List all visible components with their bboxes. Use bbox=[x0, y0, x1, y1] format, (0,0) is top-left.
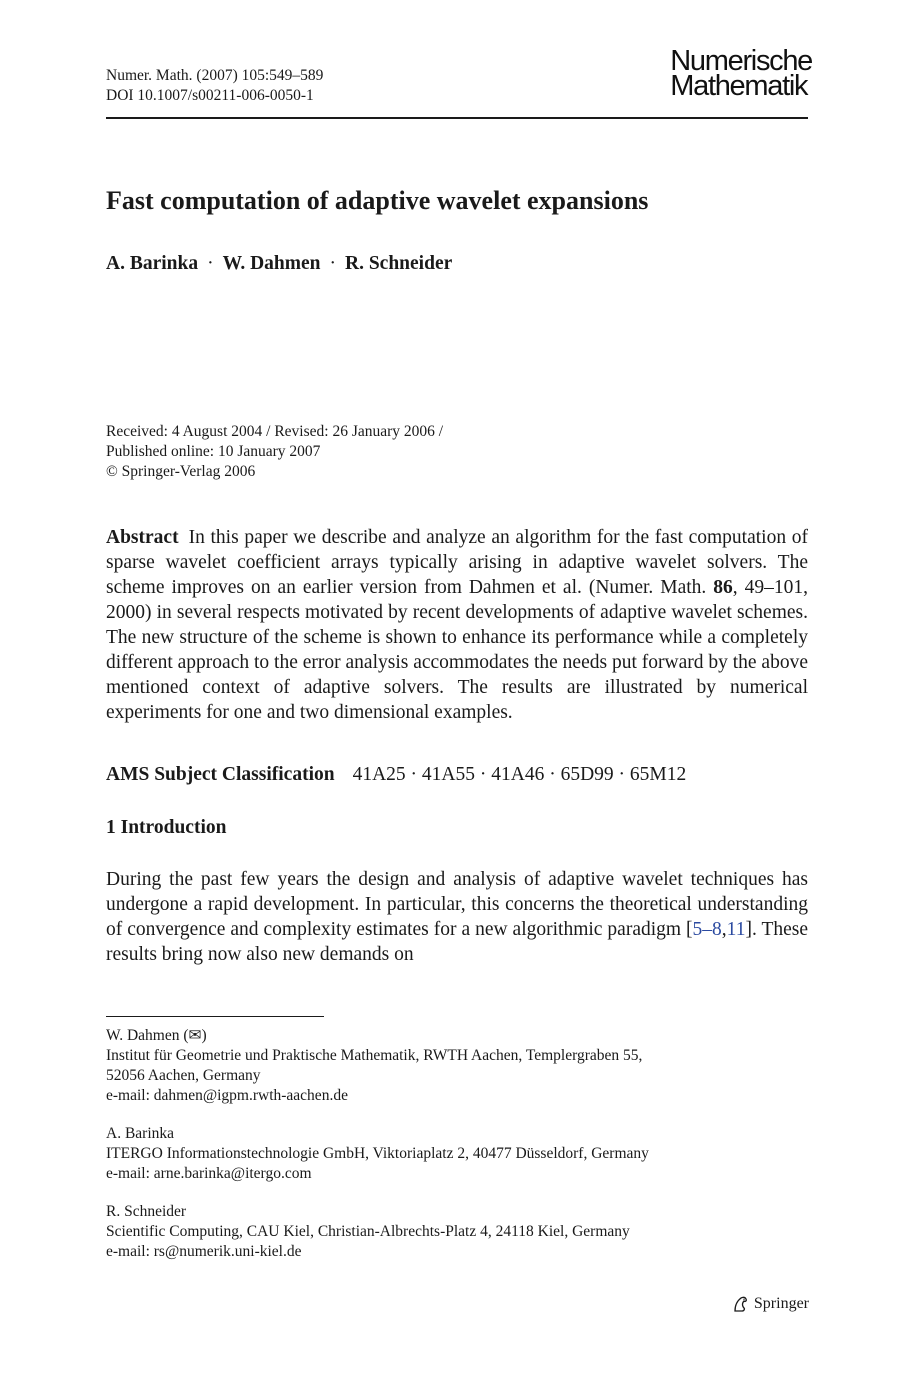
affiliation-name: W. Dahmen (✉) bbox=[106, 1027, 207, 1044]
publisher-name: Springer bbox=[753, 1295, 809, 1312]
affiliation-institution: Scientific Computing, CAU Kiel, Christian-Albrechts-Platz 4, 24118 Kiel, Germany bbox=[106, 1223, 630, 1240]
intro-text: During the past few years the design and analysis of adaptive wavelet techniques has undergone a rapid development. In particular, this concerns the theoretical understanding of convergence and complexity estimates for a new algorithmic paradigm [ bbox=[106, 869, 808, 940]
history-copyright: © Springer-Verlag 2006 bbox=[106, 463, 256, 480]
doi: DOI 10.1007/s00211-006-0050-1 bbox=[106, 87, 314, 104]
history-published: Published online: 10 January 2007 bbox=[106, 443, 321, 460]
affiliation-name: A. Barinka bbox=[106, 1125, 175, 1142]
author-separator: · bbox=[329, 253, 336, 274]
publication-history bbox=[106, 422, 443, 482]
affiliation-email[interactable]: e-mail: dahmen@igpm.rwth-aachen.de bbox=[106, 1087, 348, 1104]
journal-logo bbox=[670, 45, 812, 102]
affiliation-email[interactable]: e-mail: rs@numerik.uni-kiel.de bbox=[106, 1243, 302, 1260]
journal-logo-line2: Mathematik bbox=[670, 70, 808, 102]
affiliation-schneider bbox=[106, 1202, 630, 1262]
paper-title: Fast computation of adaptive wavelet expansions bbox=[106, 186, 649, 215]
citation-block bbox=[106, 66, 323, 106]
journal-logo-line1: Numerische bbox=[670, 45, 812, 77]
author-name: A. Barinka bbox=[106, 253, 199, 274]
citation-link[interactable]: 8 bbox=[712, 919, 722, 940]
affiliation-email[interactable]: e-mail: arne.barinka@itergo.com bbox=[106, 1165, 312, 1182]
author-name: W. Dahmen bbox=[222, 253, 321, 274]
author-list bbox=[106, 253, 452, 275]
abstract-volume: 86 bbox=[713, 577, 733, 598]
affiliation-institution: ITERGO Informationstechnologie GmbH, Viktoriaplatz 2, 40477 Düsseldorf, Germany bbox=[106, 1145, 649, 1162]
author-name: R. Schneider bbox=[345, 253, 453, 274]
abstract bbox=[106, 525, 808, 725]
ams-codes: 41A25 · 41A55 · 41A46 · 65D99 · 65M12 bbox=[352, 764, 687, 785]
affiliation-name: R. Schneider bbox=[106, 1203, 187, 1220]
publisher-logo bbox=[732, 1295, 809, 1313]
affiliation-institution: Institut für Geometrie und Praktische Mathematik, RWTH Aachen, Templergraben 55, bbox=[106, 1047, 643, 1064]
citation: Numer. Math. (2007) 105:549–589 bbox=[106, 67, 324, 84]
springer-horse-icon bbox=[732, 1295, 750, 1313]
intro-paragraph bbox=[106, 867, 808, 967]
citation-dash: – bbox=[702, 919, 713, 940]
citation-comma: , bbox=[721, 919, 727, 940]
affiliation-dahmen bbox=[106, 1026, 642, 1106]
affiliation-barinka bbox=[106, 1124, 649, 1184]
abstract-text-cont: , 49–101, 2000) in several respects motivated by recent developments of adaptive wavelet schemes. The new structure of the scheme is shown to enhance its performance while a completely different approach to the error analysis accommodates the needs put forward by the above mentioned context of adaptive solvers. The results are illustrated by numerical experiments for one and two dimensional examples. bbox=[106, 577, 809, 723]
abstract-text: In this paper we describe and analyze an algorithm for the fast computation of sparse wavelet coefficient arrays typically arising in adaptive wavelet solvers. The scheme improves on an earlier version from Dahmen et al. (Numer. Math. bbox=[106, 527, 808, 598]
intro-text-cont: ]. These results bring now also new demands on bbox=[106, 919, 809, 965]
author-separator: · bbox=[207, 253, 214, 274]
footnote-rule bbox=[106, 1016, 324, 1017]
history-received: Received: 4 August 2004 / Revised: 26 January 2006 / bbox=[106, 423, 444, 440]
section-heading: 1 Introduction bbox=[106, 817, 227, 838]
affiliation-address: 52056 Aachen, Germany bbox=[106, 1067, 261, 1084]
ams-classification bbox=[106, 764, 686, 786]
abstract-label: Abstract bbox=[106, 527, 179, 548]
header-rule bbox=[106, 117, 808, 119]
ams-label: AMS Subject Classification bbox=[106, 764, 335, 785]
citation-link[interactable]: 11 bbox=[726, 919, 746, 940]
citation-link[interactable]: 5 bbox=[692, 919, 703, 940]
